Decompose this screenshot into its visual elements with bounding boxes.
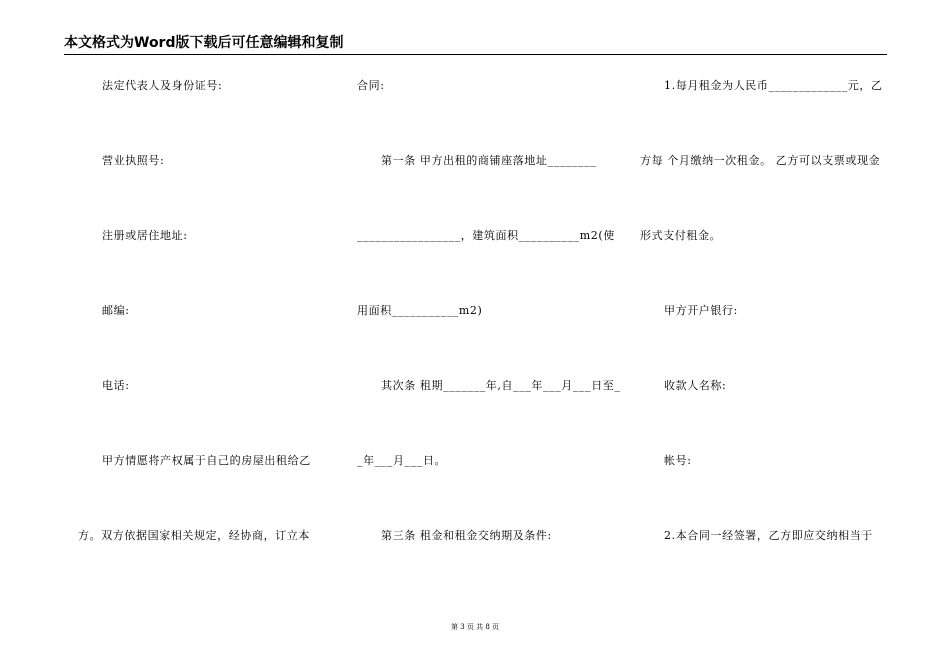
text-line: _年___月___日。	[357, 454, 447, 467]
text-column-left	[78, 76, 324, 601]
text-line: 其次条 租期_______年,自___年___月___日至_	[381, 379, 621, 392]
text-line: 收款人名称:	[664, 379, 727, 392]
text-line: 第一条 甲方出租的商铺座落地址________	[381, 154, 597, 167]
text-column-middle	[357, 76, 621, 601]
text-line: 法定代表人及身份证号:	[102, 79, 223, 92]
text-line: 形式支付租金。	[640, 229, 722, 242]
text-column-right	[640, 76, 890, 601]
text-line: 方。双方依据国家相关规定，经协商，订立本	[78, 529, 310, 542]
text-line: 电话:	[102, 379, 130, 392]
text-line: 邮编:	[102, 304, 130, 317]
text-line: 甲方开户银行:	[664, 304, 738, 317]
text-line: 甲方情愿将产权属于自己的房屋出租给乙	[102, 454, 311, 467]
text-line: _________________，建筑面积__________m2(使	[357, 229, 615, 242]
text-line: 用面积___________m2)	[357, 304, 483, 317]
text-line: 合同:	[357, 79, 385, 92]
page-number: 第 3 页 共 8 页	[450, 623, 500, 631]
text-line: 1.每月租金为人民币_____________元，乙	[664, 79, 883, 92]
page-header	[64, 34, 887, 55]
header-title: 本文格式为Word版下载后可任意编辑和复制	[64, 35, 344, 51]
text-line: 营业执照号:	[102, 154, 165, 167]
text-line: 方每 个月缴纳一次租金。 乙方可以支票或现金	[640, 154, 881, 167]
text-line: 注册或居住地址:	[102, 229, 188, 242]
text-line: 第三条 租金和租金交纳期及条件:	[381, 529, 552, 542]
text-line: 帐号:	[664, 454, 692, 467]
text-line: 2.本合同一经签署，乙方即应交纳相当于	[664, 529, 873, 542]
